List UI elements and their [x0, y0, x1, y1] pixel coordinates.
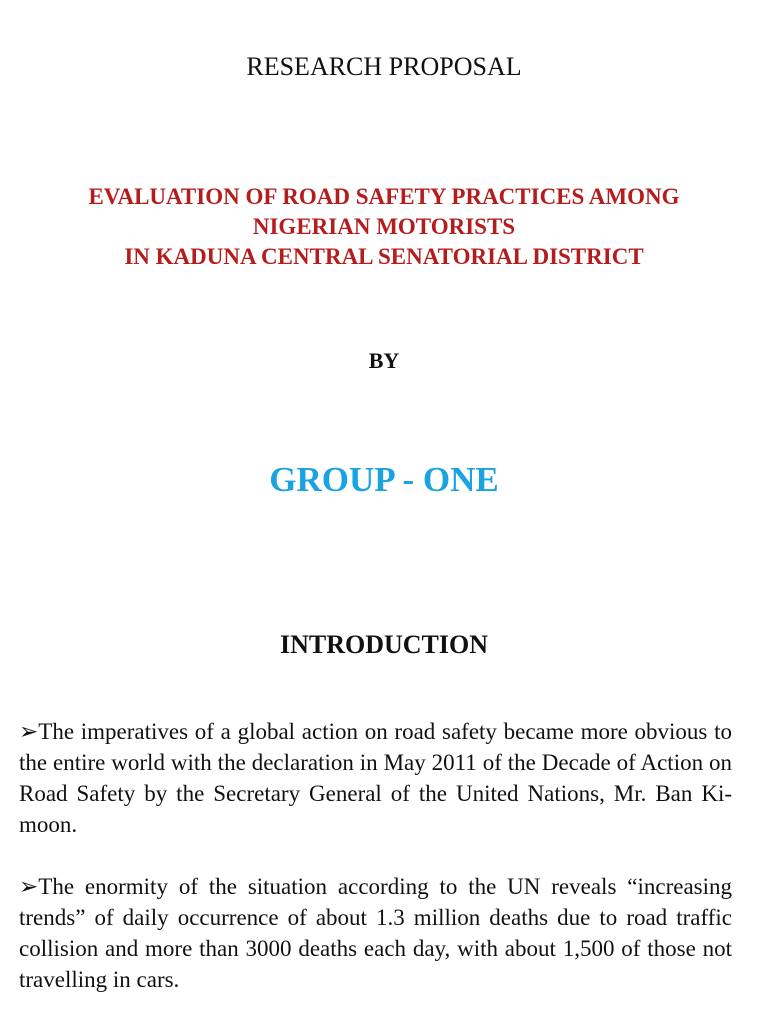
- intro-paragraph-1: [19, 716, 732, 840]
- document-heading: RESEARCH PROPOSAL: [246, 52, 522, 81]
- by-label: BY: [368, 348, 400, 373]
- project-title: [0, 182, 768, 272]
- section-heading-introduction: INTRODUCTION: [279, 630, 489, 659]
- group-name: GROUP - ONE: [269, 460, 499, 499]
- arrow-bullet-icon: ➢: [19, 719, 39, 744]
- intro-paragraph-1-text: The imperatives of a global action on road safety became more obvious to the entire world with the declaration in May 2011 of the Decade of Action on Road Safety by the Secretary General of the United Nations, Mr. Ban Ki-moon.: [19, 719, 732, 837]
- intro-paragraph-2-text: The enormity of the situation according to the UN reveals “increasing trends” of daily occurrence of about 1.3 million deaths due to road traffic collision and more than 3000 deaths each day, with about 1,500 of those not travelling in cars.: [19, 874, 732, 992]
- project-title-line-1: EVALUATION OF ROAD SAFETY PRACTICES AMONG: [88, 184, 680, 209]
- project-title-line-2: NIGERIAN MOTORISTS: [252, 214, 516, 239]
- project-title-line-3: IN KADUNA CENTRAL SENATORIAL DISTRICT: [124, 244, 644, 269]
- arrow-bullet-icon: ➢: [19, 874, 39, 899]
- intro-paragraph-2: [19, 871, 732, 995]
